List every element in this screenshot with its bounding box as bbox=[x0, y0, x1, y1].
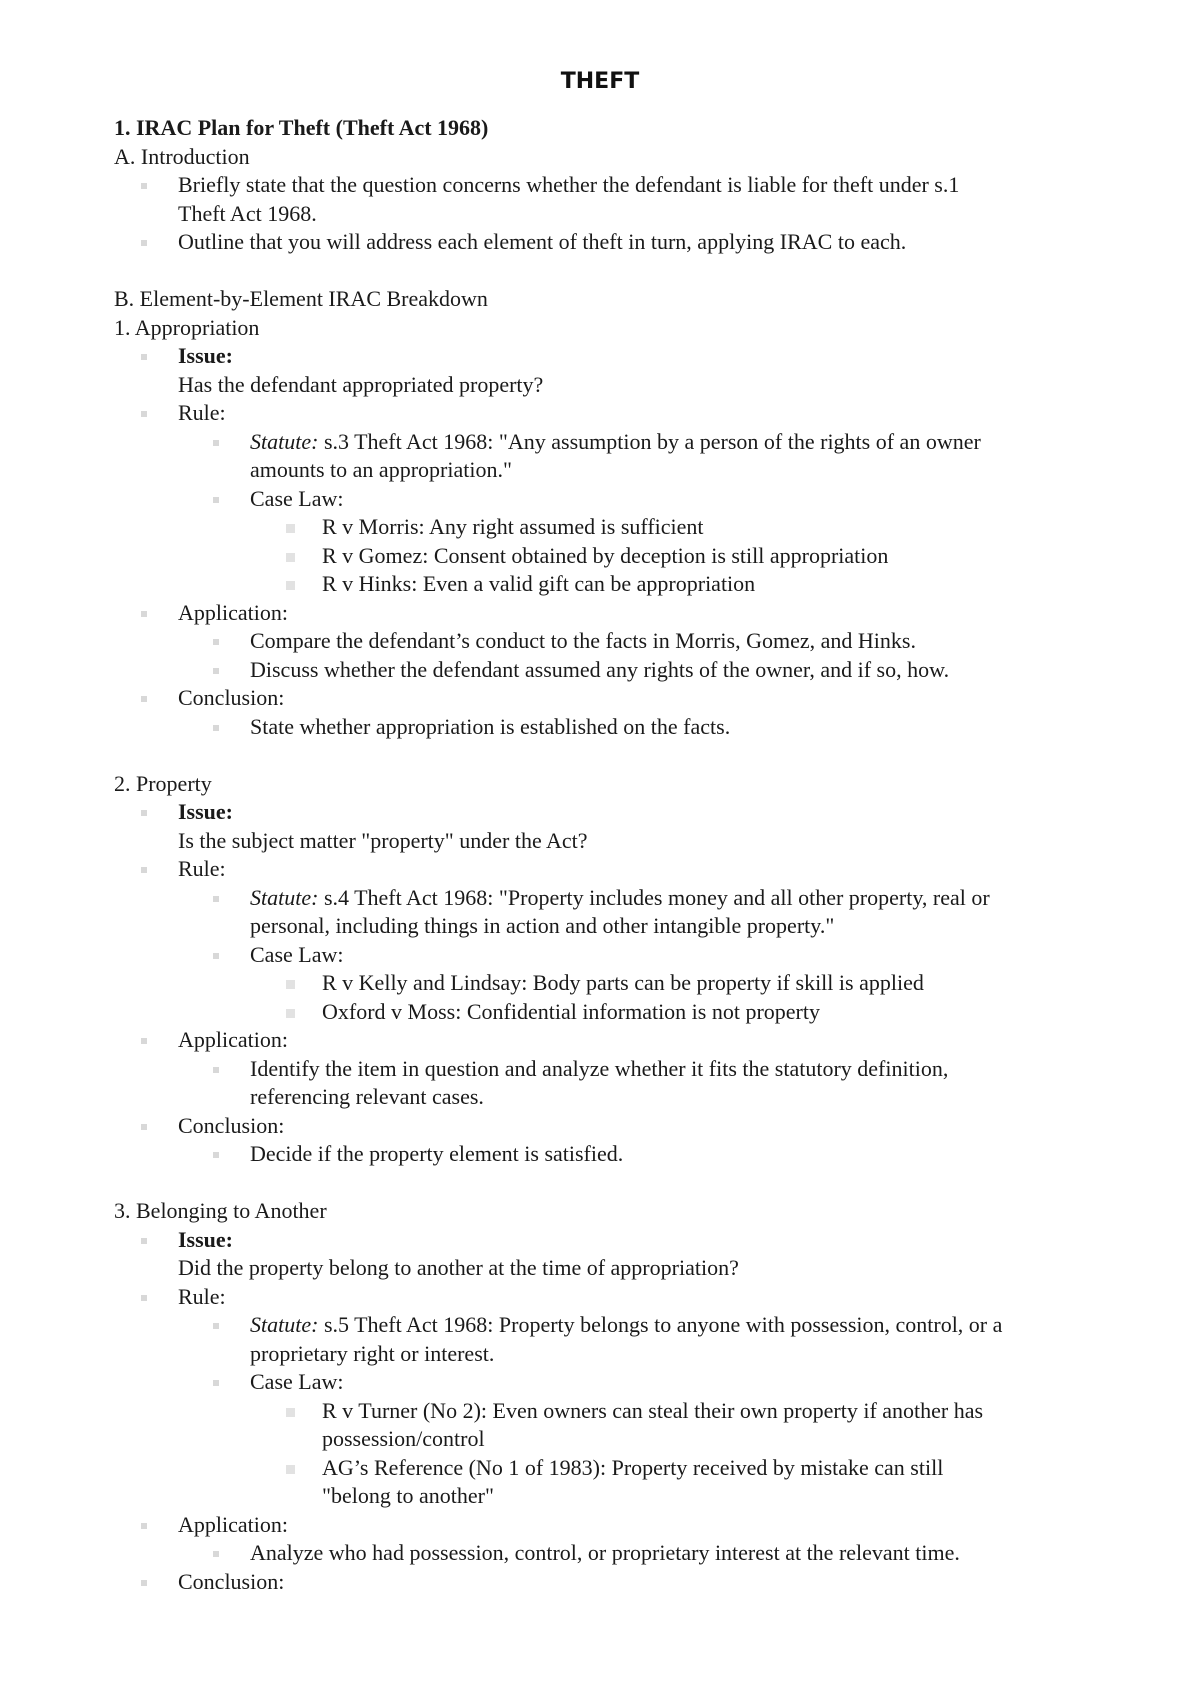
document-body bbox=[114, 114, 1114, 1596]
case-item bbox=[114, 969, 1114, 998]
bullet-icon bbox=[286, 1465, 295, 1474]
statute-line bbox=[114, 884, 1114, 913]
bullet-icon bbox=[213, 1551, 219, 1557]
bullet-icon bbox=[286, 524, 295, 533]
intro-item: Briefly state that the question concerns whether the defendant is liable for theft under s.1 bbox=[114, 171, 1114, 200]
issue-text bbox=[114, 371, 1114, 400]
bullet-icon bbox=[213, 1152, 219, 1158]
rule-label bbox=[114, 399, 1114, 428]
bullet-icon bbox=[213, 639, 219, 645]
case-item-continued bbox=[114, 1482, 1114, 1511]
case-item-text: R v Turner (No 2): Even owners can steal their own property if another has bbox=[322, 1397, 984, 1423]
statute-line-continued bbox=[114, 912, 1114, 941]
issue-label-text: Issue: bbox=[178, 1226, 234, 1252]
application-item bbox=[114, 1539, 1114, 1568]
bullet-icon bbox=[286, 581, 295, 590]
statute-text: s.3 Theft Act 1968: "Any assumption by a person of the rights of an owner bbox=[318, 428, 981, 454]
bullet-icon bbox=[213, 1323, 219, 1329]
case-item bbox=[114, 1397, 1114, 1426]
bullet-icon bbox=[213, 497, 219, 503]
application-item-text: Analyze who had possession, control, or proprietary interest at the relevant time. bbox=[250, 1540, 960, 1565]
statute-label: Statute: bbox=[250, 1312, 319, 1337]
bullet-icon bbox=[141, 1238, 147, 1244]
case-item bbox=[114, 1454, 1114, 1483]
application-item bbox=[114, 656, 1114, 685]
case-law-label-text: Case Law: bbox=[250, 485, 344, 511]
element-heading bbox=[114, 1197, 1114, 1226]
case-item-text: R v Morris: Any right assumed is sufficient bbox=[322, 514, 704, 539]
issue-label-text: Issue: bbox=[178, 343, 234, 368]
application-item-text: referencing relevant cases. bbox=[250, 1084, 484, 1109]
rule-label-text: Rule: bbox=[178, 400, 226, 425]
issue-text-value: Did the property belong to another at the time of appropriation? bbox=[178, 1255, 739, 1280]
bullet-icon bbox=[213, 1067, 219, 1073]
statute-line-continued bbox=[114, 456, 1114, 485]
element-heading bbox=[114, 770, 1114, 799]
statute-text: proprietary right or interest. bbox=[250, 1340, 495, 1366]
statute-line bbox=[114, 1311, 1114, 1340]
bullet-icon bbox=[213, 725, 219, 731]
case-item-text: possession/control bbox=[322, 1426, 485, 1451]
conclusion-label-text: Conclusion: bbox=[178, 1112, 285, 1138]
issue-label bbox=[114, 342, 1114, 371]
conclusion-item bbox=[114, 713, 1114, 742]
conclusion-label-text: Conclusion: bbox=[178, 685, 285, 710]
statute-label: Statute: bbox=[250, 428, 319, 454]
application-item bbox=[114, 627, 1114, 656]
issue-label-text: Issue: bbox=[178, 799, 234, 824]
application-label-text: Application: bbox=[178, 1511, 288, 1537]
conclusion-label bbox=[114, 684, 1114, 713]
application-item-text: Discuss whether the defendant assumed any rights of the owner, and if so, how. bbox=[250, 656, 950, 682]
issue-label bbox=[114, 1226, 1114, 1255]
case-item-continued bbox=[114, 1425, 1114, 1454]
bullet-icon bbox=[141, 1295, 147, 1301]
irac-sections bbox=[114, 314, 1114, 1597]
issue-text-value: Has the defendant appropriated property? bbox=[178, 371, 544, 397]
element-heading bbox=[114, 314, 1114, 343]
bullet-icon bbox=[213, 440, 219, 446]
bullet-icon bbox=[141, 1038, 147, 1044]
case-law-label bbox=[114, 485, 1114, 514]
intro-label: A. Introduction bbox=[114, 143, 250, 169]
case-item-text: AG’s Reference (No 1 of 1983): Property received by mistake can still bbox=[322, 1454, 944, 1480]
conclusion-label-text: Conclusion: bbox=[178, 1568, 285, 1594]
conclusion-label bbox=[114, 1112, 1114, 1141]
element-heading-text: 2. Property bbox=[114, 770, 212, 796]
breakdown-label: B. Element-by-Element IRAC Breakdown bbox=[114, 286, 488, 311]
case-item-text: "belong to another" bbox=[322, 1483, 494, 1508]
bullet-icon bbox=[141, 354, 147, 360]
case-item-text: R v Kelly and Lindsay: Body parts can be property if skill is applied bbox=[322, 970, 924, 995]
case-law-label bbox=[114, 1368, 1114, 1397]
intro-item-continued: Theft Act 1968. bbox=[178, 200, 317, 226]
issue-text bbox=[114, 1254, 1114, 1283]
bullet-icon bbox=[141, 611, 147, 617]
intro-item: Outline that you will address each element of theft in turn, applying IRAC to each. bbox=[114, 228, 1114, 257]
bullet-icon bbox=[141, 411, 147, 417]
case-item bbox=[114, 570, 1114, 599]
application-label bbox=[114, 1026, 1114, 1055]
conclusion-item-text: State whether appropriation is established on the facts. bbox=[250, 713, 731, 739]
statute-text: personal, including things in action and other intangible property." bbox=[250, 913, 835, 938]
case-law-label-text: Case Law: bbox=[250, 941, 344, 967]
application-label-text: Application: bbox=[178, 1027, 288, 1052]
statute-line-continued bbox=[114, 1340, 1114, 1369]
bullet-icon bbox=[141, 240, 147, 246]
statute-text: s.5 Theft Act 1968: Property belongs to anyone with possession, control, or a bbox=[318, 1312, 1003, 1337]
bullet-icon bbox=[286, 553, 295, 562]
plan-heading: 1. IRAC Plan for Theft (Theft Act 1968) bbox=[114, 115, 489, 140]
bullet-icon bbox=[213, 668, 219, 674]
rule-label-text: Rule: bbox=[178, 1283, 226, 1309]
statute-text: amounts to an appropriation." bbox=[250, 457, 512, 482]
application-label bbox=[114, 1511, 1114, 1540]
case-item bbox=[114, 998, 1114, 1027]
case-item bbox=[114, 542, 1114, 571]
bullet-icon bbox=[286, 1009, 295, 1018]
statute-line bbox=[114, 428, 1114, 457]
statute-label: Statute: bbox=[250, 884, 319, 910]
application-item-continued bbox=[114, 1083, 1114, 1112]
rule-label-text: Rule: bbox=[178, 856, 226, 881]
case-law-label bbox=[114, 941, 1114, 970]
conclusion-item-text: Decide if the property element is satisfied. bbox=[250, 1141, 624, 1166]
bullet-icon bbox=[286, 980, 295, 989]
issue-text-value: Is the subject matter "property" under the Act? bbox=[178, 827, 588, 853]
rule-label bbox=[114, 1283, 1114, 1312]
conclusion-item bbox=[114, 1140, 1114, 1169]
statute-text: s.4 Theft Act 1968: "Property includes money and all other property, real or bbox=[318, 884, 990, 910]
conclusion-label bbox=[114, 1568, 1114, 1597]
bullet-icon bbox=[141, 1124, 147, 1130]
bullet-icon bbox=[213, 1380, 219, 1386]
bullet-icon bbox=[141, 867, 147, 873]
bullet-icon bbox=[141, 810, 147, 816]
page-title: THEFT bbox=[560, 69, 640, 94]
case-item-text: R v Hinks: Even a valid gift can be appropriation bbox=[322, 571, 756, 596]
case-item bbox=[114, 513, 1114, 542]
issue-label bbox=[114, 798, 1114, 827]
bullet-icon bbox=[213, 896, 219, 902]
issue-text bbox=[114, 827, 1114, 856]
element-heading-text: 3. Belonging to Another bbox=[114, 1198, 327, 1223]
bullet-icon bbox=[141, 1580, 147, 1586]
application-label bbox=[114, 599, 1114, 628]
application-item-text: Identify the item in question and analyze whether it fits the statutory definition, bbox=[250, 1055, 949, 1081]
bullet-icon bbox=[141, 1523, 147, 1529]
case-law-label-text: Case Law: bbox=[250, 1369, 344, 1394]
application-item bbox=[114, 1055, 1114, 1084]
element-heading-text: 1. Appropriation bbox=[114, 314, 260, 340]
rule-label bbox=[114, 855, 1114, 884]
bullet-icon bbox=[141, 183, 147, 189]
case-item-text: R v Gomez: Consent obtained by deception is still appropriation bbox=[322, 542, 889, 568]
bullet-icon bbox=[213, 953, 219, 959]
application-label-text: Application: bbox=[178, 599, 288, 625]
case-item-text: Oxford v Moss: Confidential information is not property bbox=[322, 998, 820, 1024]
bullet-icon bbox=[286, 1408, 295, 1417]
application-item-text: Compare the defendant’s conduct to the facts in Morris, Gomez, and Hinks. bbox=[250, 628, 916, 653]
bullet-icon bbox=[141, 696, 147, 702]
